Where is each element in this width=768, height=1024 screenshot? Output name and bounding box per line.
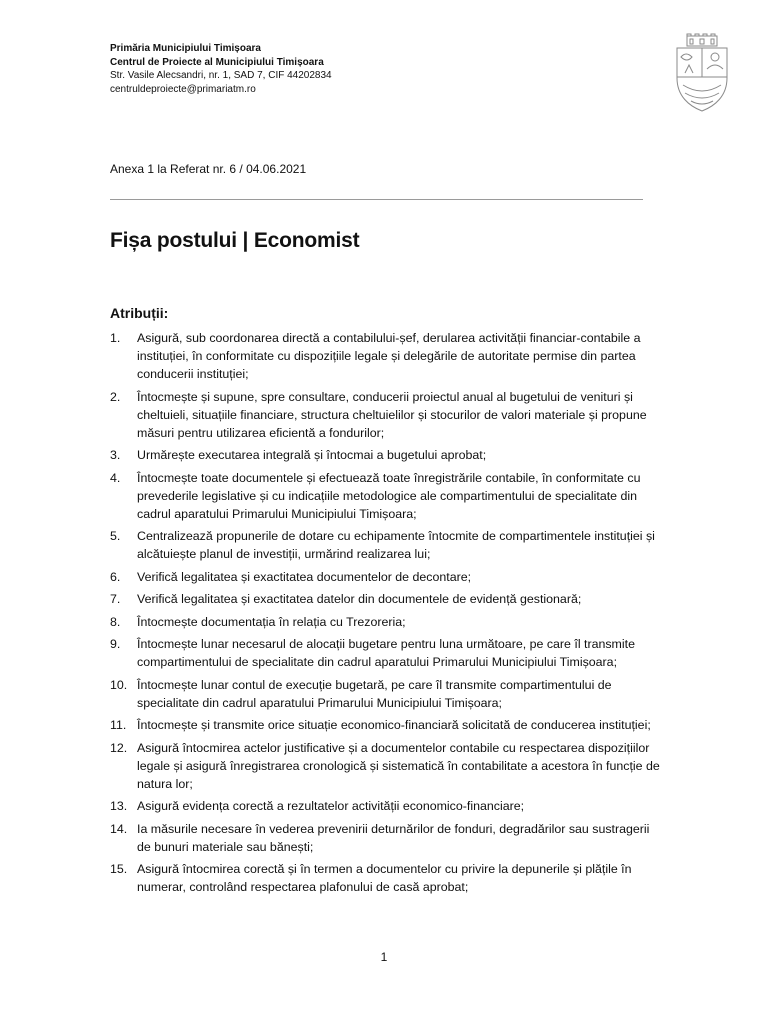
duty-number: 15. xyxy=(110,862,128,876)
duty-item xyxy=(110,820,662,856)
duty-number: 13. xyxy=(110,799,128,813)
duty-number: 14. xyxy=(110,821,128,836)
duty-number: 3. xyxy=(110,448,121,462)
duty-number: 7. xyxy=(110,592,121,606)
org-email: centruldeproiecte@primariatm.ro xyxy=(110,83,256,95)
org-department: Centrul de Proiecte al Municipiului Timișoara xyxy=(110,56,324,68)
duty-item xyxy=(110,469,662,523)
duty-item xyxy=(110,613,662,631)
duty-text: Întocmește lunar contul de execuție bugetară, pe care îl transmite compartimentului de specialitate din cadrul aparatului Primarului Municipiului Timișoara; xyxy=(137,677,612,710)
duty-item xyxy=(110,329,662,383)
duty-number: 2. xyxy=(110,389,121,404)
duty-item xyxy=(110,590,662,608)
duties-list xyxy=(110,329,662,901)
duty-item xyxy=(110,527,662,563)
duty-number: 8. xyxy=(110,614,121,629)
page-title: Fișa postului | Economist xyxy=(110,229,360,252)
duty-text: Ia măsurile necesare în vederea prevenirii deturnărilor de fonduri, degradărilor sau sustragerii de bunuri materiale sau bănești; xyxy=(137,821,650,854)
duty-item xyxy=(110,716,662,734)
duty-number: 11. xyxy=(110,718,127,732)
duty-number: 6. xyxy=(110,569,121,584)
duty-text: Asigură întocmirea corectă și în termen a documentelor cu privire la depunerile și plățile în numerar, controlând respectarea plafonului de casă aprobat; xyxy=(137,862,632,894)
duty-number: 9. xyxy=(110,637,121,651)
duty-number: 5. xyxy=(110,529,121,543)
org-name: Primăria Municipiului Timișoara xyxy=(110,43,261,54)
duty-number: 4. xyxy=(110,470,121,485)
duty-item xyxy=(110,739,662,793)
duty-text: Întocmește documentația în relația cu Trezoreria; xyxy=(137,614,406,629)
duty-number: 1. xyxy=(110,331,121,345)
section-title: Atribuții: xyxy=(110,305,169,321)
duty-text: Întocmește și supune, spre consultare, conducerii proiectul anual al bugetului de venituri și cheltuieli, situațiile financiare, structura cheltuielilor și stocurilor de valori materiale și propune măsuri pentru utilizarea eficientă a fondurilor; xyxy=(137,389,647,440)
duty-text: Asigură, sub coordonarea directă a contabilului-șef, derularea activității financiar-contabile a instituției, în conformitate cu dispozițiile legale și delegările de autoritate permise din partea conducerii instituției; xyxy=(137,331,641,381)
duty-number: 10. xyxy=(110,677,128,692)
duty-item xyxy=(110,388,662,442)
city-coat-of-arms-icon xyxy=(671,33,733,113)
page-number: 1 xyxy=(380,950,388,964)
duty-item xyxy=(110,635,662,671)
duty-item xyxy=(110,568,662,586)
org-address: Str. Vasile Alecsandri, nr. 1, SAD 7, CIF 44202834 xyxy=(110,70,332,81)
duty-item xyxy=(110,446,662,464)
duty-text: Verifică legalitatea și exactitatea documentelor de decontare; xyxy=(137,569,472,584)
organization-header xyxy=(110,42,332,96)
duty-text: Asigură evidența corectă a rezultatelor activității economico-financiare; xyxy=(137,799,525,813)
duty-text: Întocmește toate documentele și efectuează toate înregistrările contabile, în conformitate cu prevederile legislative și cu indicațiile metodologice ale compartimentului de specialitate din cadrul aparatului Primarului Municipiului Timișoara; xyxy=(137,470,641,521)
divider-line xyxy=(110,199,643,200)
duty-text: Centralizează propunerile de dotare cu echipamente întocmite de compartimentele instituției și alcătuiește planul de investiții, urmărind realizarea lui; xyxy=(137,529,655,561)
duty-text: Asigură întocmirea actelor justificative și a documentelor contabile cu respectarea dispozițiilor legale și asigură înregistrarea cronologică și sistematică în contabilitate a acestora în funcție de natura lor; xyxy=(137,740,660,791)
duty-item xyxy=(110,676,662,712)
duty-text: Întocmește și transmite orice situație economico-financiară solicitată de conducerea instituției; xyxy=(137,718,651,732)
duty-text: Urmărește executarea integrală și întocmai a bugetului aprobat; xyxy=(137,448,487,462)
referral-annex-note: Anexa 1 la Referat nr. 6 / 04.06.2021 xyxy=(110,162,307,176)
duty-text: Întocmește lunar necesarul de alocații bugetare pentru luna următoare, pe care îl transmite compartimentului de specialitate din cadrul aparatului Primarului Municipiului Timișoara; xyxy=(137,637,635,669)
duty-text: Verifică legalitatea și exactitatea datelor din documentele de evidență gestionară; xyxy=(137,592,582,606)
duty-item xyxy=(110,860,662,896)
duty-number: 12. xyxy=(110,740,128,755)
duty-item xyxy=(110,797,662,815)
